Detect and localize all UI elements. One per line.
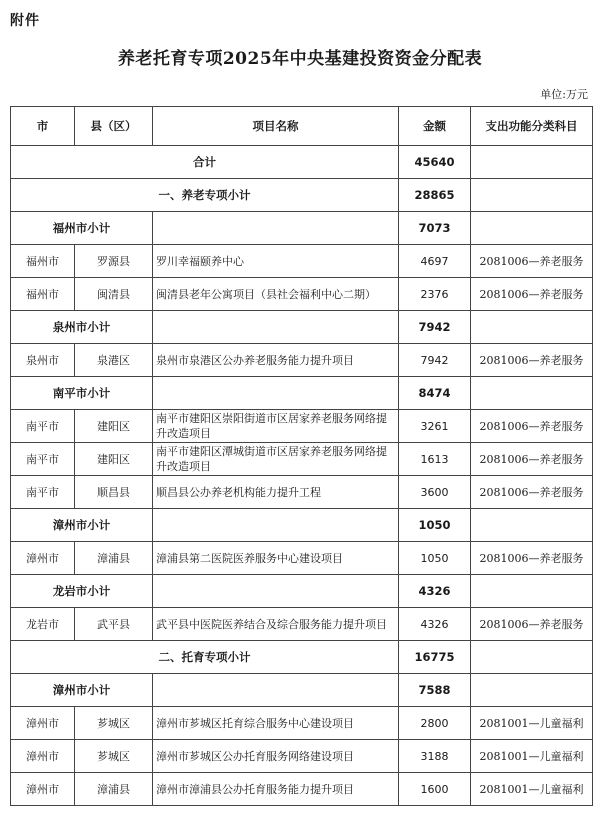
cell-county: 漳浦县 (75, 542, 153, 575)
cell-city: 漳州市 (11, 707, 75, 740)
cell-category: 2081001—儿童福利 (471, 773, 593, 806)
cell-amount: 1050 (399, 542, 471, 575)
cell-category: 2081006—养老服务 (471, 443, 593, 476)
header-project: 项目名称 (153, 107, 399, 146)
cell-county: 罗源县 (75, 245, 153, 278)
cell-city: 漳州市 (11, 773, 75, 806)
cell-county: 武平县 (75, 608, 153, 641)
header-city: 市 (11, 107, 75, 146)
cell-project: 闽清县老年公寓项目（县社会福利中心二期） (153, 278, 399, 311)
city-subtotal-amount: 1050 (399, 509, 471, 542)
city-subtotal-row (11, 509, 593, 542)
city-subtotal-label: 漳州市小计 (11, 674, 153, 707)
empty-cell (471, 146, 593, 179)
cell-category: 2081006—养老服务 (471, 344, 593, 377)
cell-city: 龙岩市 (11, 608, 75, 641)
attachment-label: 附件 (10, 13, 40, 29)
section-row (11, 641, 593, 674)
empty-cell (471, 641, 593, 674)
cell-amount: 7942 (399, 344, 471, 377)
total-amount: 45640 (399, 146, 471, 179)
cell-city: 福州市 (11, 278, 75, 311)
cell-project: 漳浦县第二医院医养服务中心建设项目 (153, 542, 399, 575)
empty-cell (471, 674, 593, 707)
table-row (11, 773, 593, 806)
empty-cell (153, 674, 399, 707)
empty-cell (471, 179, 593, 212)
city-subtotal-label: 南平市小计 (11, 377, 153, 410)
cell-county: 芗城区 (75, 707, 153, 740)
table-row (11, 740, 593, 773)
total-row (11, 146, 593, 179)
table-row (11, 707, 593, 740)
table-row (11, 278, 593, 311)
cell-project: 顺昌县公办养老机构能力提升工程 (153, 476, 399, 509)
document-title: 养老托育专项2025年中央基建投资资金分配表 (117, 49, 483, 69)
city-subtotal-label: 福州市小计 (11, 212, 153, 245)
header-amount: 金额 (399, 107, 471, 146)
cell-county: 建阳区 (75, 410, 153, 443)
cell-city: 南平市 (11, 476, 75, 509)
cell-city: 漳州市 (11, 740, 75, 773)
cell-city: 南平市 (11, 443, 75, 476)
cell-project: 漳州市芗城区托育综合服务中心建设项目 (153, 707, 399, 740)
city-subtotal-amount: 4326 (399, 575, 471, 608)
cell-amount: 1613 (399, 443, 471, 476)
city-subtotal-row (11, 575, 593, 608)
empty-cell (471, 377, 593, 410)
cell-amount: 2376 (399, 278, 471, 311)
city-subtotal-row (11, 377, 593, 410)
city-subtotal-amount: 8474 (399, 377, 471, 410)
header-row (11, 107, 593, 146)
section-row (11, 179, 593, 212)
table-row (11, 443, 593, 476)
cell-category: 2081006—养老服务 (471, 476, 593, 509)
cell-amount: 3188 (399, 740, 471, 773)
cell-category: 2081006—养老服务 (471, 542, 593, 575)
cell-category: 2081001—儿童福利 (471, 707, 593, 740)
cell-county: 芗城区 (75, 740, 153, 773)
cell-project: 漳州市漳浦县公办托育服务能力提升项目 (153, 773, 399, 806)
table-row (11, 344, 593, 377)
cell-project: 武平县中医院医养结合及综合服务能力提升项目 (153, 608, 399, 641)
city-subtotal-amount: 7588 (399, 674, 471, 707)
cell-project: 南平市建阳区崇阳街道市区居家养老服务网络提升改造项目 (153, 410, 399, 443)
cell-county: 泉港区 (75, 344, 153, 377)
cell-amount: 3261 (399, 410, 471, 443)
empty-cell (471, 575, 593, 608)
section-label: 二、托育专项小计 (11, 641, 399, 674)
table-row (11, 542, 593, 575)
city-subtotal-label: 龙岩市小计 (11, 575, 153, 608)
empty-cell (153, 575, 399, 608)
empty-cell (471, 311, 593, 344)
unit-label: 单位:万元 (540, 88, 588, 101)
allocation-table (10, 106, 593, 806)
cell-city: 福州市 (11, 245, 75, 278)
cell-county: 漳浦县 (75, 773, 153, 806)
section-amount: 16775 (399, 641, 471, 674)
empty-cell (153, 377, 399, 410)
cell-category: 2081001—儿童福利 (471, 740, 593, 773)
city-subtotal-label: 漳州市小计 (11, 509, 153, 542)
cell-project: 漳州市芗城区公办托育服务网络建设项目 (153, 740, 399, 773)
cell-category: 2081006—养老服务 (471, 410, 593, 443)
empty-cell (153, 509, 399, 542)
cell-amount: 4326 (399, 608, 471, 641)
section-label: 一、养老专项小计 (11, 179, 399, 212)
cell-amount: 1600 (399, 773, 471, 806)
cell-amount: 4697 (399, 245, 471, 278)
empty-cell (153, 311, 399, 344)
city-subtotal-row (11, 311, 593, 344)
cell-amount: 2800 (399, 707, 471, 740)
city-subtotal-amount: 7942 (399, 311, 471, 344)
table-row (11, 476, 593, 509)
city-subtotal-label: 泉州市小计 (11, 311, 153, 344)
cell-city: 漳州市 (11, 542, 75, 575)
table-row (11, 410, 593, 443)
empty-cell (471, 212, 593, 245)
cell-city: 南平市 (11, 410, 75, 443)
header-category: 支出功能分类科目 (471, 107, 593, 146)
table-row (11, 245, 593, 278)
total-label: 合计 (11, 146, 399, 179)
cell-category: 2081006—养老服务 (471, 608, 593, 641)
cell-city: 泉州市 (11, 344, 75, 377)
cell-county: 闽清县 (75, 278, 153, 311)
section-amount: 28865 (399, 179, 471, 212)
cell-county: 建阳区 (75, 443, 153, 476)
cell-project: 泉州市泉港区公办养老服务能力提升项目 (153, 344, 399, 377)
empty-cell (153, 212, 399, 245)
cell-category: 2081006—养老服务 (471, 245, 593, 278)
cell-category: 2081006—养老服务 (471, 278, 593, 311)
cell-project: 罗川幸福颐养中心 (153, 245, 399, 278)
city-subtotal-row (11, 212, 593, 245)
cell-amount: 3600 (399, 476, 471, 509)
header-county: 县（区） (75, 107, 153, 146)
city-subtotal-row (11, 674, 593, 707)
cell-project: 南平市建阳区潭城街道市区居家养老服务网络提升改造项目 (153, 443, 399, 476)
table-row (11, 608, 593, 641)
city-subtotal-amount: 7073 (399, 212, 471, 245)
cell-county: 顺昌县 (75, 476, 153, 509)
empty-cell (471, 509, 593, 542)
